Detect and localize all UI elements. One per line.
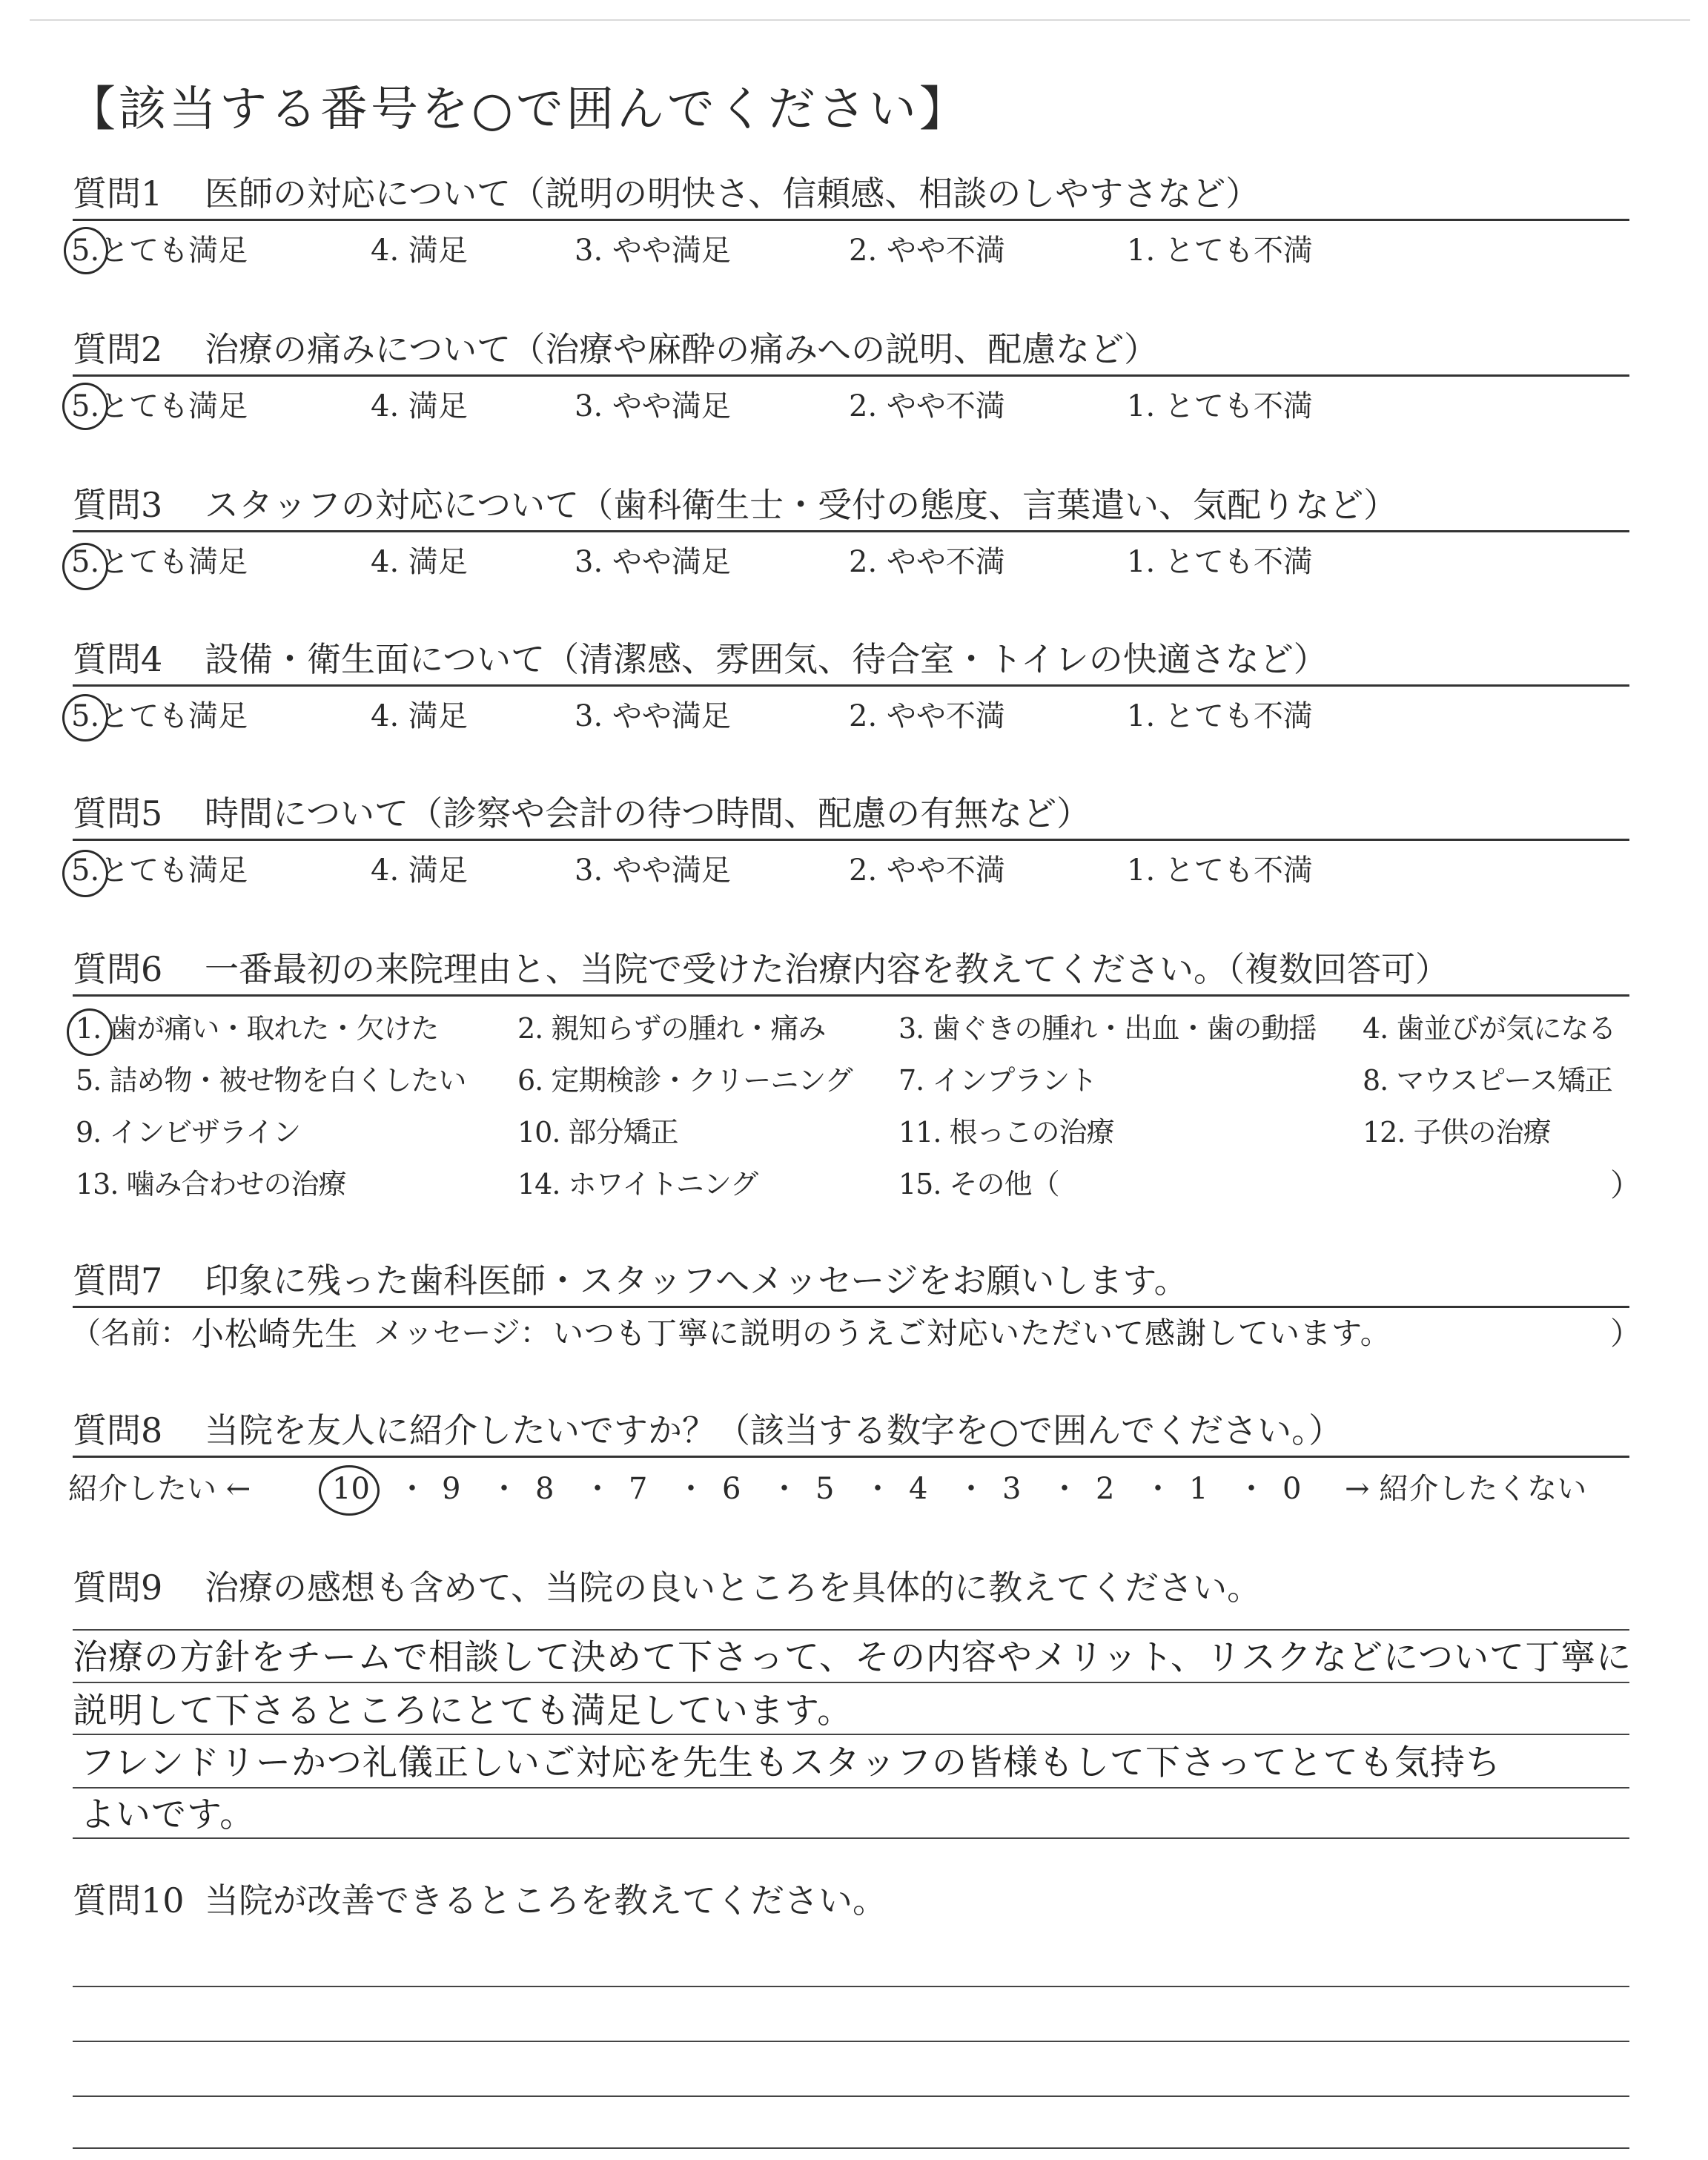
question-8	[73, 1410, 1343, 1450]
rating-5[interactable]: 5.とても満足	[71, 853, 248, 888]
choice-9[interactable]: 9. インビザライン	[76, 1116, 301, 1149]
question-number: 質問2	[73, 329, 163, 369]
answer-line	[73, 1787, 1629, 1789]
scale-8[interactable]: 8	[535, 1472, 555, 1506]
scale-dot: ・	[863, 1472, 893, 1506]
scale-dot: ・	[489, 1472, 519, 1506]
recommend-right-label: → 紹介したくない	[1345, 1472, 1587, 1506]
answer-handwritten-line-1[interactable]: 治療の方針をチームで相談して決めて下さって、その内容やメリット、リスクなどについて丁寧に	[73, 1637, 1632, 1678]
question-text: 医師の対応について（説明の明快さ、信頼感、相談のしやすさなど）	[205, 174, 1260, 214]
question-text: 治療の感想も含めて、当院の良いところを具体的に教えてください。	[205, 1568, 1262, 1608]
choice-15-other[interactable]: 15. その他（	[898, 1168, 1059, 1200]
scale-dot: ・	[397, 1472, 427, 1506]
scale-dot: ・	[1050, 1472, 1079, 1506]
question-text: 印象に残った歯科医師・スタッフへメッセージをお願いします。	[205, 1261, 1188, 1301]
message-label: メッセージ：	[374, 1316, 550, 1350]
rating-3[interactable]: 3. やや満足	[575, 699, 731, 733]
selected-circle-mark	[67, 1008, 113, 1056]
selected-circle-mark	[62, 694, 108, 742]
question-number: 質問10	[73, 1880, 185, 1920]
page-title: 【該当する番号を○で囲んでください】	[68, 82, 970, 137]
question-rule	[73, 684, 1629, 687]
rating-5[interactable]: 5.とても満足	[71, 389, 248, 423]
question-text: 時間について（診察や会計の待つ時間、配慮の有無など）	[205, 793, 1091, 833]
question-number: 質問9	[73, 1568, 163, 1608]
rating-2[interactable]: 2. やや不満	[849, 545, 1005, 579]
rating-1[interactable]: 1. とても不満	[1127, 389, 1313, 423]
question-text: 治療の痛みについて（治療や麻酔の痛みへの説明、配慮など）	[205, 329, 1159, 369]
question-number: 質問5	[73, 793, 163, 833]
question-rule	[73, 839, 1629, 841]
answer-line	[73, 1837, 1629, 1839]
answer-line[interactable]	[73, 2147, 1629, 2149]
rating-4[interactable]: 4. 満足	[371, 389, 468, 423]
choice-6[interactable]: 6. 定期検診・クリーニング	[517, 1064, 853, 1097]
other-close-paren: ）	[1610, 1167, 1642, 1203]
rating-4[interactable]: 4. 満足	[371, 699, 468, 733]
question-9	[73, 1568, 1262, 1608]
question-7	[73, 1261, 1188, 1301]
choice-10[interactable]: 10. 部分矯正	[517, 1116, 678, 1149]
rating-4[interactable]: 4. 満足	[371, 234, 468, 268]
rating-4[interactable]: 4. 満足	[371, 545, 468, 579]
message-handwritten[interactable]: いつも丁寧に説明のうえご対応いただいて感謝しています。	[553, 1315, 1391, 1351]
choice-12[interactable]: 12. 子供の治療	[1363, 1116, 1551, 1149]
rating-1[interactable]: 1. とても不満	[1127, 853, 1313, 888]
scale-2[interactable]: 2	[1096, 1472, 1115, 1506]
rating-1[interactable]: 1. とても不満	[1127, 234, 1313, 268]
scale-1[interactable]: 1	[1189, 1472, 1208, 1506]
scale-3[interactable]: 3	[1002, 1472, 1022, 1506]
rating-5[interactable]: 5.とても満足	[71, 234, 248, 268]
rating-2[interactable]: 2. やや不満	[849, 234, 1005, 268]
question-4	[73, 639, 1328, 679]
question-rule	[73, 994, 1629, 997]
message-close-paren: ）	[1610, 1315, 1642, 1352]
selected-circle-mark	[64, 227, 108, 274]
scale-dot: ・	[676, 1472, 706, 1506]
choice-2[interactable]: 2. 親知らずの腫れ・痛み	[517, 1012, 826, 1045]
question-text: スタッフの対応について（歯科衛生士・受付の態度、言葉遣い、気配りなど）	[205, 485, 1398, 525]
scale-7[interactable]: 7	[629, 1472, 648, 1506]
choice-1[interactable]: 1. 歯が痛い・取れた・欠けた	[76, 1012, 439, 1045]
question-1	[73, 174, 1260, 214]
question-10	[73, 1880, 887, 1920]
question-rule	[73, 1456, 1629, 1458]
scale-dot: ・	[1143, 1472, 1173, 1506]
choice-4[interactable]: 4. 歯並びが気になる	[1363, 1012, 1616, 1045]
question-number: 質問6	[73, 949, 163, 989]
rating-5[interactable]: 5.とても満足	[71, 545, 248, 579]
answer-handwritten-line-4[interactable]: よいです。	[80, 1794, 256, 1835]
answer-line[interactable]	[73, 2095, 1629, 2097]
rating-3[interactable]: 3. やや満足	[575, 234, 731, 268]
scale-5[interactable]: 5	[815, 1472, 835, 1506]
recommend-left-label: 紹介したい ←	[68, 1472, 251, 1506]
answer-handwritten-line-3[interactable]: フレンドリーかつ礼儀正しいご対応を先生もスタッフの皆様もして下さってとても気持ち	[80, 1743, 1501, 1783]
question-rule	[73, 374, 1629, 377]
question-number: 質問7	[73, 1261, 163, 1301]
choice-14[interactable]: 14. ホワイトニング	[517, 1168, 758, 1200]
selected-circle-mark	[62, 543, 108, 590]
question-text: 当院を友人に紹介したいですか？（該当する数字を○で囲んでください。）	[205, 1410, 1343, 1450]
scale-10[interactable]: 10	[332, 1472, 370, 1506]
question-rule	[73, 219, 1629, 221]
choice-5[interactable]: 5. 詰め物・被せ物を白くしたい	[76, 1064, 466, 1097]
rating-4[interactable]: 4. 満足	[371, 853, 468, 888]
answer-line	[73, 1629, 1629, 1631]
selected-circle-mark	[62, 383, 108, 430]
rating-1[interactable]: 1. とても不満	[1127, 545, 1313, 579]
choice-7[interactable]: 7. インプラント	[898, 1064, 1097, 1097]
rating-3[interactable]: 3. やや満足	[575, 545, 731, 579]
answer-line	[73, 1734, 1629, 1735]
rating-2[interactable]: 2. やや不満	[849, 699, 1005, 733]
question-number: 質問8	[73, 1410, 163, 1450]
question-number: 質問3	[73, 485, 163, 525]
scale-dot: ・	[769, 1472, 799, 1506]
name-handwritten[interactable]: 小松崎先生	[191, 1315, 358, 1353]
choice-13[interactable]: 13. 噛み合わせの治療	[76, 1168, 346, 1200]
answer-line[interactable]	[73, 2041, 1629, 2042]
rating-5[interactable]: 5.とても満足	[71, 699, 248, 733]
name-label: （名前：	[71, 1316, 190, 1350]
question-text: 一番最初の来院理由と、当院で受けた治療内容を教えてください。（複数回答可）	[205, 949, 1449, 989]
question-2	[73, 329, 1159, 369]
question-number: 質問4	[73, 639, 163, 679]
scale-4[interactable]: 4	[909, 1472, 928, 1506]
rating-3[interactable]: 3. やや満足	[575, 853, 731, 888]
question-text: 当院が改善できるところを教えてください。	[205, 1880, 887, 1920]
question-number: 質問1	[73, 174, 163, 214]
answer-line	[73, 1682, 1629, 1683]
choice-8[interactable]: 8. マウスピース矯正	[1363, 1064, 1612, 1097]
rating-2[interactable]: 2. やや不満	[849, 853, 1005, 888]
scale-6[interactable]: 6	[722, 1472, 741, 1506]
answer-handwritten-line-2[interactable]: 説明して下さるところにとても満足しています。	[73, 1691, 853, 1731]
page-top-rule	[30, 19, 1690, 21]
scale-dot: ・	[583, 1472, 612, 1506]
rating-3[interactable]: 3. やや満足	[575, 389, 731, 423]
choice-11[interactable]: 11. 根っこの治療	[898, 1116, 1114, 1149]
rating-1[interactable]: 1. とても不満	[1127, 699, 1313, 733]
question-text: 設備・衛生面について（清潔感、雰囲気、待合室・トイレの快適さなど）	[205, 639, 1328, 679]
question-5	[73, 793, 1091, 833]
scale-dot: ・	[956, 1472, 986, 1506]
selected-circle-mark	[319, 1465, 380, 1516]
question-rule	[73, 1306, 1629, 1308]
question-rule	[73, 530, 1629, 532]
scale-dot: ・	[1237, 1472, 1266, 1506]
question-3	[73, 485, 1398, 525]
question-6	[73, 949, 1449, 989]
rating-2[interactable]: 2. やや不満	[849, 389, 1005, 423]
selected-circle-mark	[62, 850, 108, 897]
scale-9[interactable]: 9	[442, 1472, 461, 1506]
choice-3[interactable]: 3. 歯ぐきの腫れ・出血・歯の動揺	[898, 1012, 1317, 1045]
answer-line[interactable]	[73, 1986, 1629, 1987]
scale-0[interactable]: 0	[1282, 1472, 1302, 1506]
